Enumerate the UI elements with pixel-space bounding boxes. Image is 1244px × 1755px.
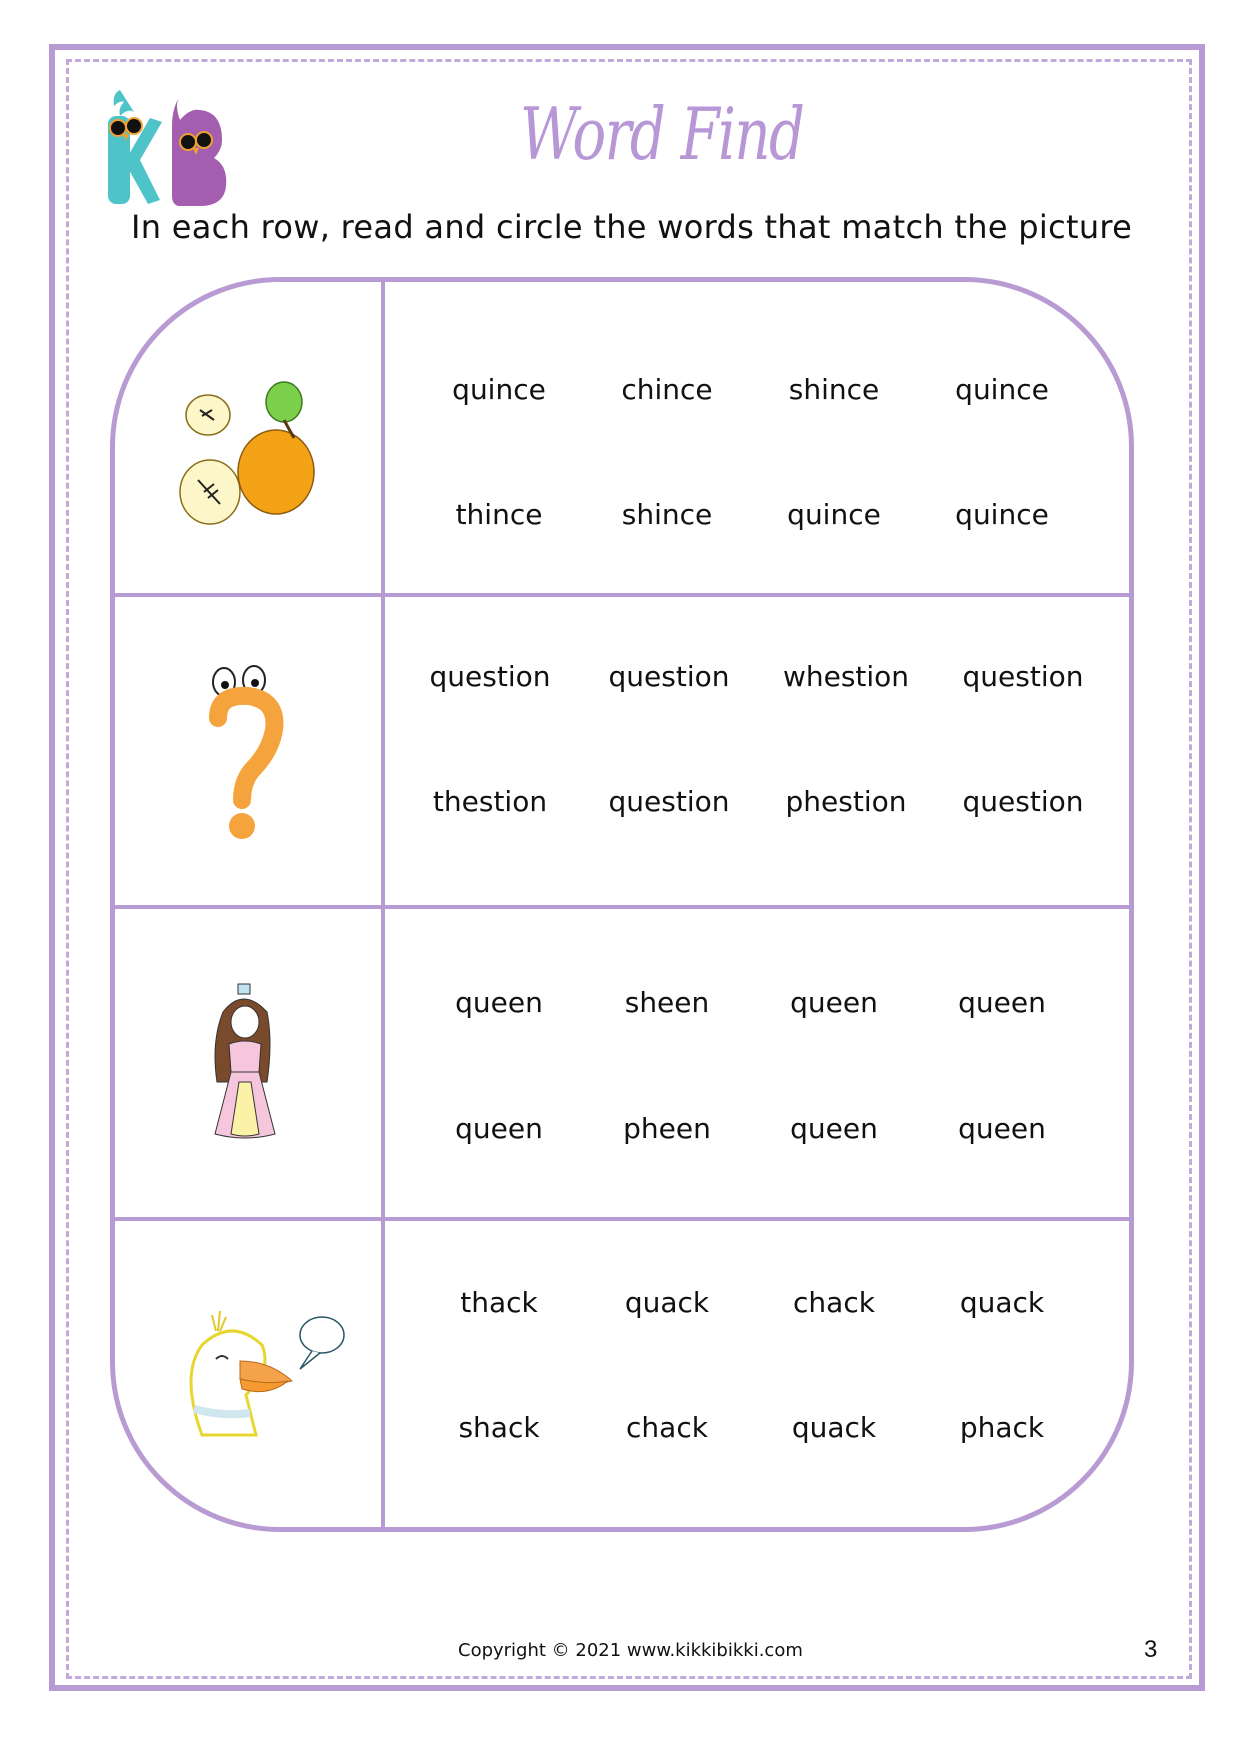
word-option[interactable]: quince <box>452 373 546 406</box>
word-option[interactable]: shince <box>788 373 880 406</box>
word-option[interactable]: thestion <box>432 785 548 818</box>
word-option[interactable]: quince <box>787 498 881 531</box>
page-title: Word Find <box>520 92 804 176</box>
word-option[interactable]: chince <box>621 373 713 406</box>
word-option[interactable]: question <box>608 660 730 693</box>
word-option[interactable]: whestion <box>782 660 910 693</box>
word-option[interactable]: queen <box>455 986 543 1019</box>
word-option[interactable]: quince <box>955 498 1049 531</box>
word-option[interactable]: sheen <box>624 986 710 1019</box>
question-mark-icon <box>198 658 288 843</box>
word-option[interactable]: quack <box>959 1286 1045 1319</box>
word-option[interactable]: quack <box>791 1411 877 1444</box>
word-option[interactable]: quack <box>624 1286 710 1319</box>
word-option[interactable]: queen <box>790 1112 878 1145</box>
word-option[interactable]: chack <box>626 1411 708 1444</box>
word-option[interactable]: question <box>608 785 730 818</box>
word-option[interactable]: phestion <box>785 785 907 818</box>
word-option[interactable]: phack <box>959 1411 1045 1444</box>
word-option[interactable]: chack <box>793 1286 875 1319</box>
queen-icon <box>205 982 285 1142</box>
row-divider <box>113 593 1131 597</box>
word-option[interactable]: question <box>962 660 1084 693</box>
word-option[interactable]: quince <box>955 373 1049 406</box>
row-divider <box>113 1217 1131 1221</box>
duck-icon <box>182 1305 352 1445</box>
word-option[interactable]: question <box>429 660 551 693</box>
word-option[interactable]: shack <box>458 1411 540 1444</box>
word-option[interactable]: queen <box>455 1112 543 1145</box>
word-option[interactable]: shince <box>621 498 713 531</box>
quince-fruit-icon <box>168 380 328 540</box>
row-divider <box>113 905 1131 909</box>
word-option[interactable]: thince <box>455 498 543 531</box>
word-option[interactable]: queen <box>958 1112 1046 1145</box>
word-option[interactable]: pheen <box>623 1112 711 1145</box>
word-option[interactable]: queen <box>958 986 1046 1019</box>
kikkibikki-logo-icon <box>88 76 248 208</box>
word-option[interactable]: thack <box>460 1286 538 1319</box>
copyright-text: Copyright © 2021 www.kikkibikki.com <box>458 1640 803 1661</box>
page-number: 3 <box>1144 1636 1158 1663</box>
word-option[interactable]: question <box>962 785 1084 818</box>
instruction-text: In each row, read and circle the words that match the picture <box>131 208 1133 246</box>
word-option[interactable]: queen <box>790 986 878 1019</box>
